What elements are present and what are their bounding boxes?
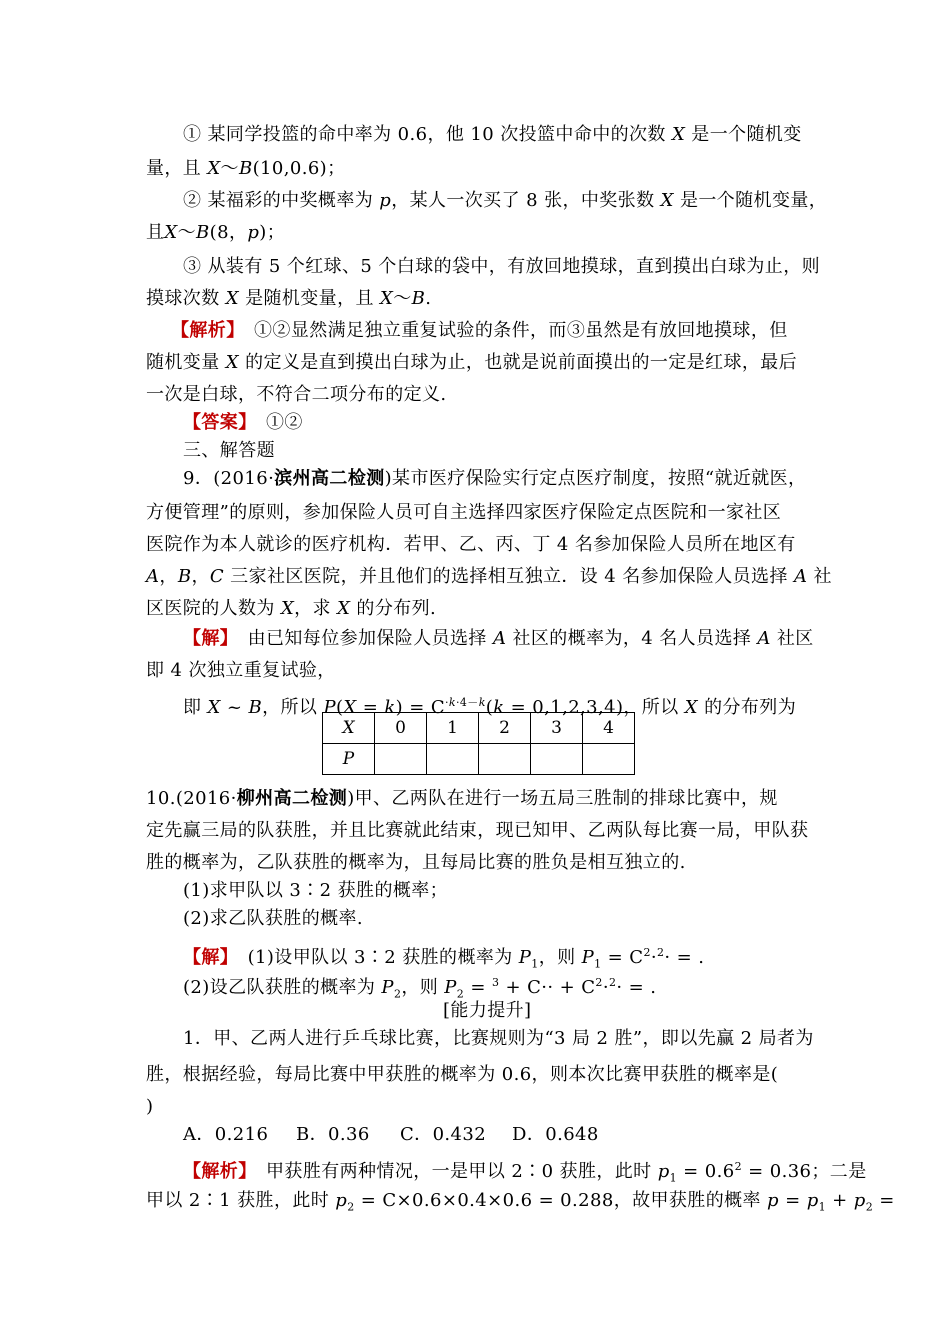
analysis-1-line-2: 甲以 2∶1 获胜，此时 $p_2 = C\times 0.6\times 0.4\times 0.6 = 0.288$，故甲获胜的概率 $p = p_1 + p_2$ = — [146, 1190, 895, 1214]
q9-line-4: A，B，C 三家社区医院，并且他们的选择相互独立．设 4 名参加保险人员选择 A 社 — [146, 566, 832, 587]
table-cell — [531, 744, 583, 775]
item-3-line-1: ③ 从装有 5 个红球、5 个白球的袋中，有放回地摸球，直到摸出白球为止，则 — [183, 256, 820, 277]
table-cell: 0 — [375, 713, 427, 744]
solution-tag: 【解】 — [183, 628, 230, 649]
analysis-8-line-1: 【解析】 ①②显然满足独立重复试验的条件，而③虽然是有放回地摸球，但 — [171, 320, 788, 341]
q10-source: 柳州高二检测 — [236, 788, 348, 809]
answer-8: 【答案】 ①② — [183, 412, 303, 433]
table-cell: 3 — [531, 713, 583, 744]
option-c: C．0.432 — [400, 1124, 487, 1145]
ability-q1-line-1: 1．甲、乙两人进行乒乓球比赛，比赛规则为“3 局 2 胜”，即以先赢 2 局者为 — [183, 1028, 814, 1049]
q9-line-1: 9．(2016·滨州高二检测)某市医疗保险实行定点医疗制度，按照“就近就医， — [183, 468, 807, 489]
q10-line-2: 定先赢三局的队获胜，并且比赛就此结束，现已知甲、乙两队每比赛一局，甲队获 — [146, 820, 809, 841]
answer-tag: 【答案】 — [183, 412, 248, 433]
table-cell — [375, 744, 427, 775]
table-cell: P — [323, 744, 375, 775]
option-a: A．0.216 — [183, 1124, 269, 1145]
section-heading: 三、解答题 — [183, 440, 275, 461]
ability-heading: [能力提升] — [443, 1000, 532, 1021]
q9-line-5: 区医院的人数为 X，求 X 的分布列. — [146, 598, 437, 619]
option-d: D．0.648 — [512, 1124, 599, 1145]
sol9-line-3: 即 X ~ B，所以 $P(X = k) = C^{\cdot k\cdot 4-k}(k = 0,1,2,3,4)$，所以 X 的分布列为 — [183, 696, 797, 718]
item-1-line-1: ① 某同学投篮的命中率为 0.6，他 10 次投篮中命中的次数 X 是一个随机变 — [183, 124, 802, 145]
table-cell: X — [323, 713, 375, 744]
table-cell: 4 — [583, 713, 635, 744]
table-cell — [427, 744, 479, 775]
analysis-8-line-2: 随机变量 X 的定义是直到摸出白球为止，也就是说前面摸出的一定是红球，最后 — [146, 352, 798, 373]
q9-source: 滨州高二检测 — [274, 468, 385, 489]
item-2-line-1: ② 某福彩的中奖概率为 p，某人一次买了 8 张，中奖张数 X 是一个随机变量， — [183, 190, 828, 211]
ability-q1-line-3: ) — [146, 1096, 154, 1117]
analysis-1-line-1: 【解析】 甲获胜有两种情况，一是甲以 2∶0 获胜，此时 $p_1 = 0.6^2 = 0.36$；二是 — [183, 1160, 867, 1185]
ability-q1-line-2: 胜，根据经验，每局比赛中甲获胜的概率为 0.6，则本次比赛甲获胜的概率是( — [146, 1064, 779, 1085]
option-b: B．0.36 — [296, 1124, 370, 1145]
table-cell — [479, 744, 531, 775]
table-row — [323, 744, 635, 775]
item-2-line-2: 且X～B(8，p)； — [146, 222, 286, 243]
q10-line-3: 胜的概率为，乙队获胜的概率为，且每局比赛的胜负是相互独立的. — [146, 852, 686, 873]
solution-tag: 【解】 — [183, 947, 230, 968]
analysis-tag: 【解析】 — [171, 320, 236, 341]
distribution-table — [322, 712, 635, 775]
table-cell: 2 — [479, 713, 531, 744]
table-row — [323, 713, 635, 744]
sol9-line-2: 即 4 次独立重复试验， — [146, 660, 336, 681]
q10-part-2: (2)求乙队获胜的概率. — [183, 908, 364, 929]
analysis-tag: 【解析】 — [183, 1161, 248, 1182]
item-3-line-2: 摸球次数 X 是随机变量，且 X～B. — [146, 288, 432, 309]
q9-line-2: 方便管理”的原则，参加保险人员可自主选择四家医疗保险定点医院和一家社区 — [146, 502, 782, 523]
sol9-line-1: 【解】 由已知每位参加保险人员选择 A 社区的概率为，4 名人员选择 A 社区 — [183, 628, 814, 649]
q10-line-1: 10.(2016·柳州高二检测)甲、乙两队在进行一场五局三胜制的排球比赛中，规 — [146, 788, 778, 809]
sol10-line-2: (2)设乙队获胜的概率为 $P_2$，则 $P_2 = ^3 + C\cdot\cdot + C^2\cdot^2\cdot$ = . — [183, 976, 657, 1001]
item-1-line-2: 量，且 X～B(10,0.6)； — [146, 158, 346, 179]
analysis-8-line-3: 一次是白球，不符合二项分布的定义. — [146, 384, 447, 405]
q10-part-1: (1)求甲队以 3∶2 获胜的概率； — [183, 880, 449, 901]
table-cell — [583, 744, 635, 775]
table-cell: 1 — [427, 713, 479, 744]
q9-line-3: 医院作为本人就诊的医疗机构．若甲、乙、丙、丁 4 名参加保险人员所在地区有 — [146, 534, 796, 555]
sol10-line-1: 【解】 (1)设甲队以 3∶2 获胜的概率为 $P_1$，则 $P_1 = C^2\cdot^2\cdot$ = . — [183, 946, 705, 971]
